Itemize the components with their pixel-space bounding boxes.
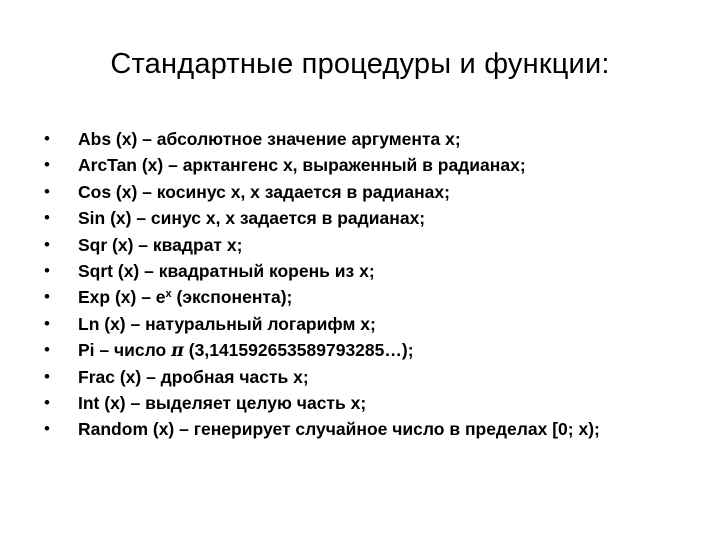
bullet-icon: • bbox=[44, 340, 50, 360]
list-item-text: Int (x) – выделяет целую часть x; bbox=[78, 392, 367, 413]
bullet-icon: • bbox=[44, 287, 50, 307]
bullet-icon: • bbox=[44, 234, 50, 254]
list-item-sin bbox=[40, 205, 710, 231]
list-item-text: Sqrt (x) – квадратный корень из x; bbox=[78, 260, 375, 281]
list-item-text: Ln (x) – натуральный логарифм x; bbox=[78, 313, 376, 334]
bullet-icon: • bbox=[44, 313, 50, 333]
list-item-text-after: (3,141592653589793285…); bbox=[183, 340, 414, 361]
bullet-icon: • bbox=[44, 208, 50, 228]
list-item-frac bbox=[40, 364, 710, 390]
list-item-random bbox=[40, 416, 710, 442]
bullet-icon: • bbox=[44, 392, 50, 412]
list-item-text: Abs (x) – абсолютное значение аргумента x; bbox=[78, 129, 461, 149]
bullet-icon: • bbox=[44, 155, 50, 175]
list-item-text: Sqr (x) – квадрат x; bbox=[78, 234, 243, 255]
function-list bbox=[40, 126, 710, 443]
exponent-superscript: x bbox=[165, 288, 172, 301]
list-item-text-before: Pi – число bbox=[78, 340, 172, 361]
list-item-text: Cos (x) – косинус x, x задается в радианах; bbox=[78, 181, 450, 202]
list-item-cos bbox=[40, 179, 710, 205]
list-item-text-after: (экспонента); bbox=[171, 287, 293, 308]
list-item-text: Frac (x) – дробная часть x; bbox=[78, 366, 309, 387]
bullet-icon: • bbox=[44, 181, 50, 201]
bullet-icon: • bbox=[44, 260, 50, 280]
list-item-text-before: Exp (x) – e bbox=[78, 287, 166, 308]
list-item-text: Random (x) – генерирует случайное число в пределах [0; x); bbox=[78, 419, 600, 440]
list-item-exp bbox=[40, 284, 710, 310]
slide-title: Стандартные процедуры и функции: bbox=[110, 48, 610, 80]
list-item-int bbox=[40, 390, 710, 416]
list-item-pi bbox=[40, 337, 710, 363]
list-item-ln bbox=[40, 311, 710, 337]
list-item-text: ArcTan (x) – арктангенс x, выраженный в радианах; bbox=[78, 155, 526, 176]
list-item-arctan bbox=[40, 152, 710, 178]
bullet-icon: • bbox=[44, 366, 50, 386]
list-item-sqr bbox=[40, 232, 710, 258]
list-item-sqrt bbox=[40, 258, 710, 284]
bullet-icon: • bbox=[44, 129, 50, 148]
list-item-text: Sin (x) – синус x, x задается в радианах; bbox=[78, 208, 426, 229]
pi-symbol: π bbox=[171, 341, 184, 362]
bullet-icon: • bbox=[44, 419, 50, 439]
list-item-abs bbox=[40, 126, 710, 152]
